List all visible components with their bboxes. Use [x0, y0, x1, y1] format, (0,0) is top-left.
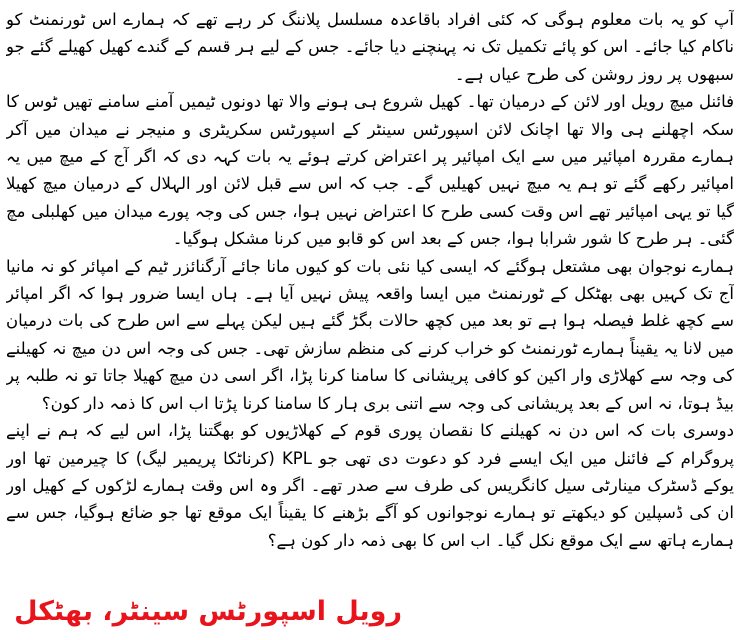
signature-organization-name: رویل اسپورٹس سینٹر، بھٹکل	[14, 596, 402, 627]
paragraph-3: ہمارے نوجوان بھی مشتعل ہوگئے کہ ایسی کیا نئی بات کو کیوں مانا جائے آرگنائزر ٹیم کے امپائر کو نہ مانیا آج تک کہیں بھی بھٹکل کے ٹورنمنٹ میں ایسا واقعہ پیش نہیں آیا ہے۔ ہاں ایسا ضرور ہوا کہ اگر امپائر سے کچھ غلط فیصلہ ہوا ہے تو بعد میں کچھ حالات بگڑ گئے ہیں لیکن پہلے سے اس طرح کی بات درمیان میں لانا یہ یقیناً ہمارے ٹورنمنٹ کو خراب کرنے کی منظم سازش تھی۔ جس کی وجہ اس دن میچ نہ کھیلنے کی وجہ سے کھلاڑی وار اکین کو کافی پریشانی کا سامنا کرنا پڑا، اگر اسی دن میچ کھیلا جاتا تو نہ طلبہ پر بیڈ ہوتا، نہ اس کے بعد پریشانی کی وجہ سے اتنی بری ہار کا سامنا کرنا پڑتا اب اس کا ذمہ دار کون؟	[6, 256, 734, 413]
article-body	[6, 6, 734, 582]
paragraph-2: فائنل میچ رویل اور لائن کے درمیان تھا۔ کھیل شروع ہی ہونے والا تھا دونوں ٹیمیں آمنے سامنے تھیں ٹوس کا سکہ اچھلنے ہی والا تھا اچانک لائن اسپورٹس سینٹر کے اسپورٹس سکریٹری و منیجر نے میدان میں آکر ہمارے مقررہ امپائیر میں سے ایک امپائیر پر اعتراض کرتے ہوئے یہ بات کہہ دی کہ اگر آج کے میچ میں یہ امپائیر رکھے گئے تو ہم یہ میچ نہیں کھیلیں گے۔ جب کہ اس سے قبل لائن اور الہلال کے درمیان میچ کھیلا گیا تو یہی امپائیر تھے اس وقت کسی طرح کا اعتراض نہیں ہوا، جس کی وجہ پورے میدان میں کھلبلی مچ گئی۔ ہر طرح کا شور شرابا ہوا، جس کے بعد اس کو قابو میں کرنا مشکل ہوگیا۔	[6, 92, 734, 249]
paragraph-4: دوسری بات کہ اس دن نہ کھیلنے کا نقصان پوری قوم کے کھلاڑیوں کو بھگتنا پڑا، اس لیے کہ ہم نے اپنے پروگرام کے فائنل میں ایک ایسے فرد کو دعوت دی تھی جو KPL (کرناٹکا پریمیر لیگ) کا چیرمین تھا اور یوکے ڈسٹرک مینارٹی سیل کانگریس کی طرف سے صدر تھے۔ اگر وہ اس وقت ہمارے لڑکوں کے کھیل اور ان کی ڈسپلین کو دیکھتے تو ہمارے نوجوانوں کو آگے بڑھنے کا یقیناً ایک موقع تھا جو ضائع ہوگیا، جس سے ہمارے ہاتھ سے ایک موقع نکل گیا۔ اب اس کا بھی ذمہ دار کون ہے؟	[6, 421, 734, 550]
paragraph-1: آپ کو یہ بات معلوم ہوگی کہ کئی افراد باقاعدہ مسلسل پلاننگ کر رہے تھے کہ ہمارے اس ٹورنمنٹ کو ناکام کیا جائے۔ اس کو پائے تکمیل تک نہ پہنچنے دیا جائے۔ جس کے لیے ہر قسم کے گندے کھیل کھیلے گئے جو سبھوں پر روز روشن کی طرح عیاں ہے۔	[6, 10, 734, 84]
